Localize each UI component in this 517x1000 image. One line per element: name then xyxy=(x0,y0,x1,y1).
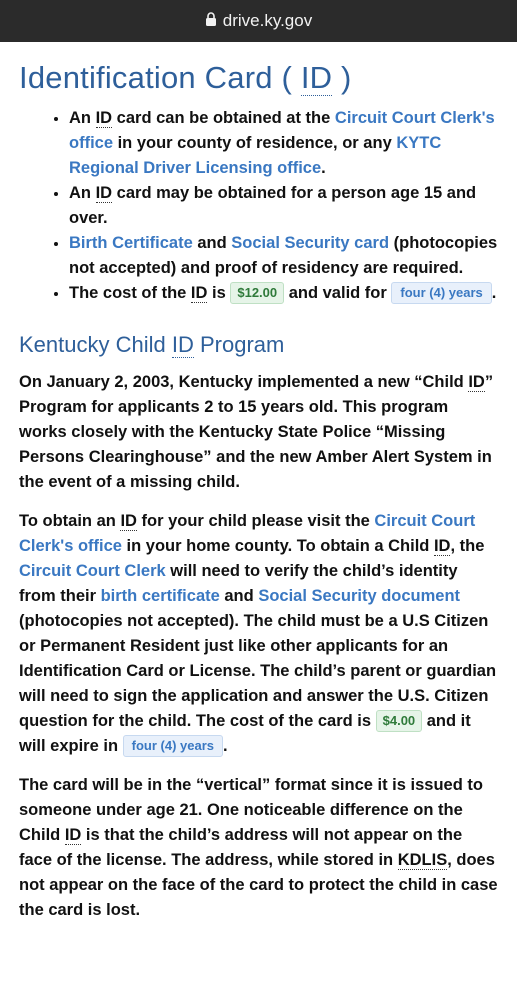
duration-badge: four (4) years xyxy=(123,735,223,757)
id-card-heading: Identification Card ( ID ) xyxy=(19,60,352,95)
list-item: • An ID card can be obtained at the Circuit Court Clerk's office in your county of residence, or any KYTC Regional Driver Licensing office. xyxy=(69,106,498,181)
social-security-card-link[interactable]: Social Security card xyxy=(231,234,390,252)
url-text: drive.ky.gov xyxy=(222,11,313,30)
id-abbreviation[interactable]: ID xyxy=(95,184,113,202)
id-abbreviation[interactable]: ID xyxy=(300,60,333,95)
circuit-court-clerk-link[interactable]: Circuit Court Clerk's office xyxy=(69,109,495,152)
browser-url-bar[interactable] xyxy=(0,0,517,42)
social-security-document-link[interactable]: Social Security document xyxy=(258,587,461,605)
id-abbreviation[interactable]: ID xyxy=(64,826,82,844)
child-id-intro-paragraph: On January 2, 2003, Kentucky implemented a new “Child ID” Program for applicants 2 to 15 years old. This program works closely with the Kentucky State Police “Missing Persons Clearinghouse” and the new Amber Alert System in the event of a missing child. xyxy=(19,373,494,491)
list-item: • An ID card may be obtained for a person age 15 and over. xyxy=(69,181,498,231)
id-abbreviation[interactable]: ID xyxy=(95,109,113,127)
child-id-format-paragraph: The card will be in the “vertical” format since it is issued to someone under age 21. One noticeable difference on the Child ID is that the child’s address will not appear on the face of the license. The address, while stored in KDLIS, does not appear on the face of the card to protect the child in case the card is lost. xyxy=(19,776,498,919)
price-badge: $12.00 xyxy=(230,282,284,304)
list-item: • The cost of the ID is $12.00 and valid for four (4) years . xyxy=(69,281,498,306)
birth-certificate-link[interactable]: Birth Certificate xyxy=(69,234,193,252)
child-id-heading: Kentucky Child ID Program xyxy=(19,332,285,357)
kytc-licensing-office-link[interactable]: KYTC Regional Driver Licensing office xyxy=(69,134,442,177)
id-abbreviation[interactable]: ID xyxy=(120,512,137,530)
birth-certificate-link[interactable]: birth certificate xyxy=(100,587,220,605)
id-abbreviation[interactable]: ID xyxy=(433,537,451,555)
id-card-list xyxy=(19,106,498,306)
child-id-requirements-paragraph: To obtain an ID for your child please visit the Circuit Court Clerk's office in your home county. To obtain a Child ID, the Circuit Court Clerk will need to verify the child’s identity from their birth certificate and Social Security document (photocopies not accepted). The child must be a U.S Citizen or Permanent Resident just like other applicants for an Identification Card or License. The child’s parent or guardian will need to sign the application and answer the U.S. Citizen question for the child. The cost of the card is $4.00 and it will expire in four (4) years . xyxy=(19,512,497,755)
id-abbreviation[interactable]: ID xyxy=(171,332,194,357)
lock-icon xyxy=(205,11,217,31)
page-content xyxy=(0,60,517,923)
circuit-court-clerk-link[interactable]: Circuit Court Clerk xyxy=(19,562,166,580)
price-badge: $4.00 xyxy=(376,710,423,732)
id-abbreviation[interactable]: ID xyxy=(190,284,208,302)
kdlis-abbreviation[interactable]: KDLIS xyxy=(397,851,448,869)
list-item: • Birth Certificate and Social Security card (photocopies not accepted) and proof of residency are required. xyxy=(69,231,498,281)
circuit-court-clerk-link[interactable]: Circuit Court Clerk's office xyxy=(19,512,476,555)
duration-badge: four (4) years xyxy=(391,282,491,304)
id-abbreviation[interactable]: ID xyxy=(468,373,485,391)
